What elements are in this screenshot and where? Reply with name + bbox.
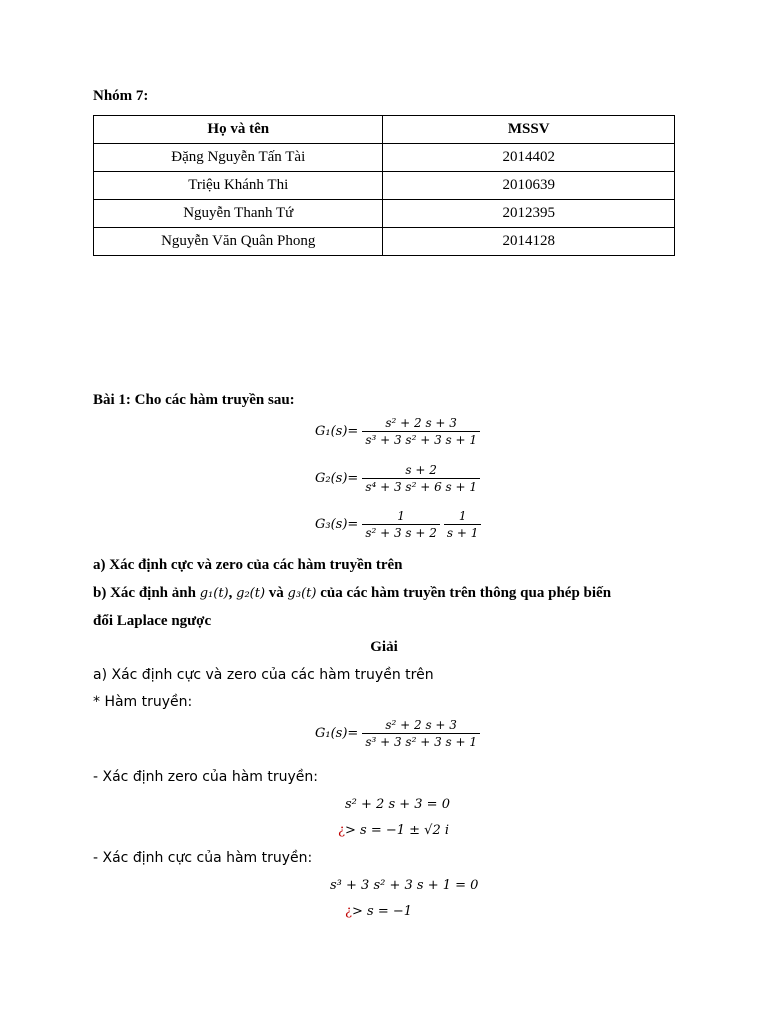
question-a: a) Xác định cực và zero của các hàm truyền trên	[93, 557, 403, 573]
g3-numerator-2: 1	[458, 509, 467, 523]
member-id: 2012395	[383, 200, 675, 228]
table-header-row	[94, 116, 675, 144]
pole-result	[345, 904, 412, 919]
member-id: 2014128	[383, 228, 675, 256]
question-b-line2: đổi Laplace ngược	[93, 613, 212, 629]
member-name: Đặng Nguyễn Tấn Tài	[94, 144, 383, 172]
g3-fraction-2	[444, 509, 481, 540]
g3-fraction-1	[362, 509, 440, 540]
g2-lhs: G₂(s)=	[315, 471, 359, 486]
g3-denominator-2: s + 1	[444, 524, 481, 540]
g2-fraction	[362, 463, 480, 494]
table-row	[94, 172, 675, 200]
member-name: Triệu Khánh Thi	[94, 172, 383, 200]
g3-denominator-1: s² + 3 s + 2	[362, 524, 440, 540]
member-id: 2010639	[383, 172, 675, 200]
g1-lhs: G₁(s)=	[315, 424, 359, 439]
header-student-id: MSSV	[383, 116, 675, 144]
members-table	[93, 115, 675, 256]
zero-equation: s² + 2 s + 3 = 0	[345, 797, 450, 812]
solution-g1-denominator: s³ + 3 s² + 3 s + 1	[362, 733, 480, 749]
zero-result-mark: ¿	[338, 823, 345, 838]
question-b-g3: g₃(t)	[287, 586, 317, 601]
equation-g1	[315, 416, 482, 447]
g1-numerator: s² + 2 s + 3	[385, 416, 457, 430]
question-b-and: và	[268, 585, 284, 601]
equation-g3	[315, 509, 483, 540]
solution-part-a: a) Xác định cực và zero của các hàm truyền trên	[93, 667, 434, 683]
zero-label: - Xác định zero của hàm truyền:	[93, 769, 318, 785]
pole-equation: s³ + 3 s² + 3 s + 1 = 0	[330, 878, 479, 893]
member-name: Nguyễn Văn Quân Phong	[94, 228, 383, 256]
question-b-g2: g₂(t)	[236, 586, 266, 601]
g1-denominator: s³ + 3 s² + 3 s + 1	[362, 431, 480, 447]
g2-denominator: s⁴ + 3 s² + 6 s + 1	[362, 478, 480, 494]
member-id: 2014402	[383, 144, 675, 172]
g2-numerator: s + 2	[405, 463, 437, 477]
g3-lhs: G₃(s)=	[315, 517, 359, 532]
solution-g1-numerator: s² + 2 s + 3	[385, 718, 457, 732]
zero-result-text: > s = −1 ± √2 i	[344, 823, 450, 838]
question-b-g1: g₁(t)	[199, 586, 229, 601]
solution-g1-fraction	[362, 718, 480, 749]
table-row	[94, 228, 675, 256]
member-name: Nguyễn Thanh Tứ	[94, 200, 383, 228]
question-b-suffix: của các hàm truyền trên thông qua phép biến	[320, 585, 612, 601]
question-b-sep: ,	[228, 585, 233, 601]
table-row	[94, 144, 675, 172]
question-b-prefix: b) Xác định ảnh	[93, 585, 196, 601]
solution-heading: Giải	[370, 639, 398, 655]
question-b	[93, 585, 611, 602]
transfer-label: * Hàm truyền:	[93, 694, 193, 710]
table-row	[94, 200, 675, 228]
g3-numerator-1: 1	[397, 509, 405, 523]
header-name: Họ và tên	[94, 116, 383, 144]
pole-label: - Xác định cực của hàm truyền:	[93, 850, 313, 866]
solution-equation-g1	[315, 718, 482, 749]
exercise-title: Bài 1: Cho các hàm truyền sau:	[93, 392, 295, 408]
pole-result-mark: ¿	[345, 904, 352, 919]
pole-result-text: > s = −1	[351, 904, 413, 919]
zero-result	[338, 823, 449, 838]
equation-g2	[315, 463, 482, 494]
group-label: Nhóm 7:	[93, 88, 149, 104]
solution-g1-lhs: G₁(s)=	[315, 726, 359, 741]
g1-fraction	[362, 416, 480, 447]
